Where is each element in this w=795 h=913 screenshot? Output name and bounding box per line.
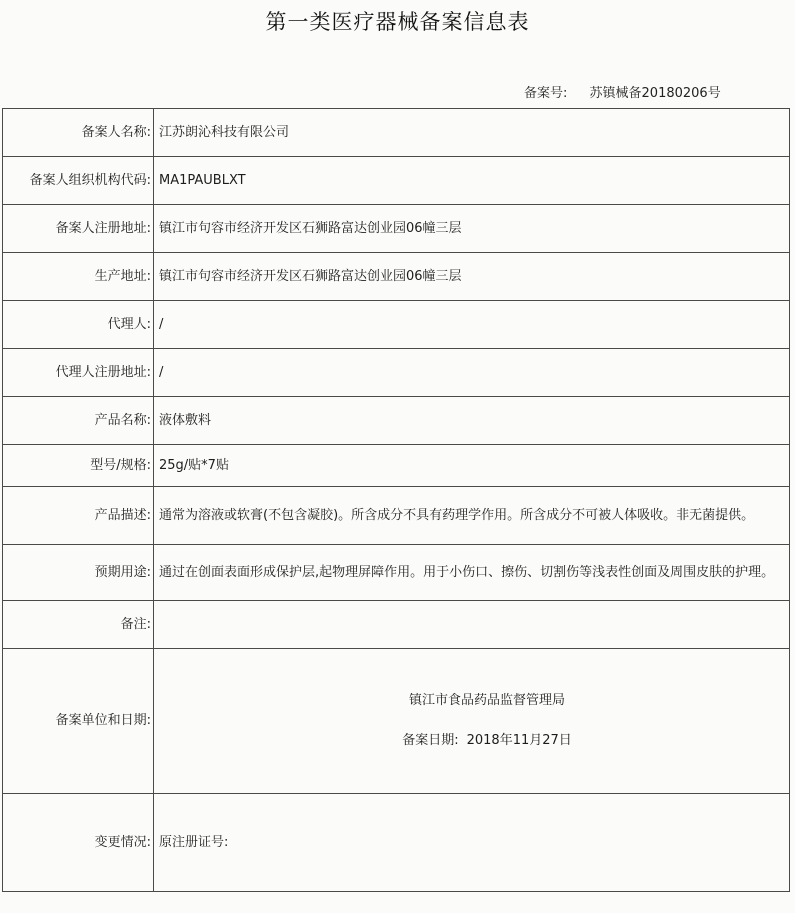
page-title: 第一类医疗器械备案信息表 [265, 10, 530, 34]
field-label: 预期用途: [3, 545, 154, 601]
filing-date-value: 2018年11月27日 [466, 733, 572, 748]
field-value: 通常为溶液或软膏(不包含凝胶)。所含成分不具有药理学作用。所含成分不可被人体吸收。非无菌提供。 [154, 487, 790, 545]
field-value: 江苏朗沁科技有限公司 [154, 109, 790, 157]
table-row [3, 349, 790, 397]
field-value: 通过在创面表面形成保护层,起物理屏障作用。用于小伤口、擦伤、切割伤等浅表性创面及周围皮肤的护理。 [154, 545, 790, 601]
field-label: 备案单位和日期: [3, 649, 154, 794]
field-value: 液体敷料 [154, 397, 790, 445]
table-row [3, 794, 790, 892]
issuing-authority: 镇江市食品药品监督管理局 [408, 693, 565, 708]
field-label: 代理人: [3, 301, 154, 349]
table-row [3, 445, 790, 487]
filing-unit-row [3, 649, 790, 794]
field-value: MA1PAUBLXT [154, 157, 790, 205]
field-label: 代理人注册地址: [3, 349, 154, 397]
filing-date-label: 备案日期: [402, 733, 459, 748]
record-number-value: 苏镇械备20180206号 [589, 86, 721, 101]
filing-date [189, 730, 785, 752]
table-row [3, 109, 790, 157]
record-number-label: 备案号: [524, 86, 568, 101]
table-row [3, 157, 790, 205]
field-label: 产品描述: [3, 487, 154, 545]
field-value: 原注册证号: [154, 794, 790, 892]
issuer-block [159, 690, 785, 752]
table-row [3, 397, 790, 445]
record-info-table [2, 108, 790, 892]
field-label: 产品名称: [3, 397, 154, 445]
record-number [524, 82, 721, 101]
field-label: 生产地址: [3, 253, 154, 301]
field-label: 变更情况: [3, 794, 154, 892]
field-label: 备案人组织机构代码: [3, 157, 154, 205]
table-row [3, 301, 790, 349]
field-value: 25g/贴*7贴 [154, 445, 790, 487]
field-value [154, 649, 790, 794]
table-row [3, 205, 790, 253]
field-value: / [154, 301, 790, 349]
field-value: 镇江市句容市经济开发区石狮路富达创业园06幢三层 [154, 253, 790, 301]
table-row [3, 253, 790, 301]
table-row [3, 545, 790, 601]
field-label: 备案人名称: [3, 109, 154, 157]
field-value: 镇江市句容市经济开发区石狮路富达创业园06幢三层 [154, 205, 790, 253]
table-row [3, 601, 790, 649]
field-label: 型号/规格: [3, 445, 154, 487]
table-row [3, 487, 790, 545]
field-label: 备注: [3, 601, 154, 649]
field-value [154, 601, 790, 649]
field-label: 备案人注册地址: [3, 205, 154, 253]
field-value: / [154, 349, 790, 397]
